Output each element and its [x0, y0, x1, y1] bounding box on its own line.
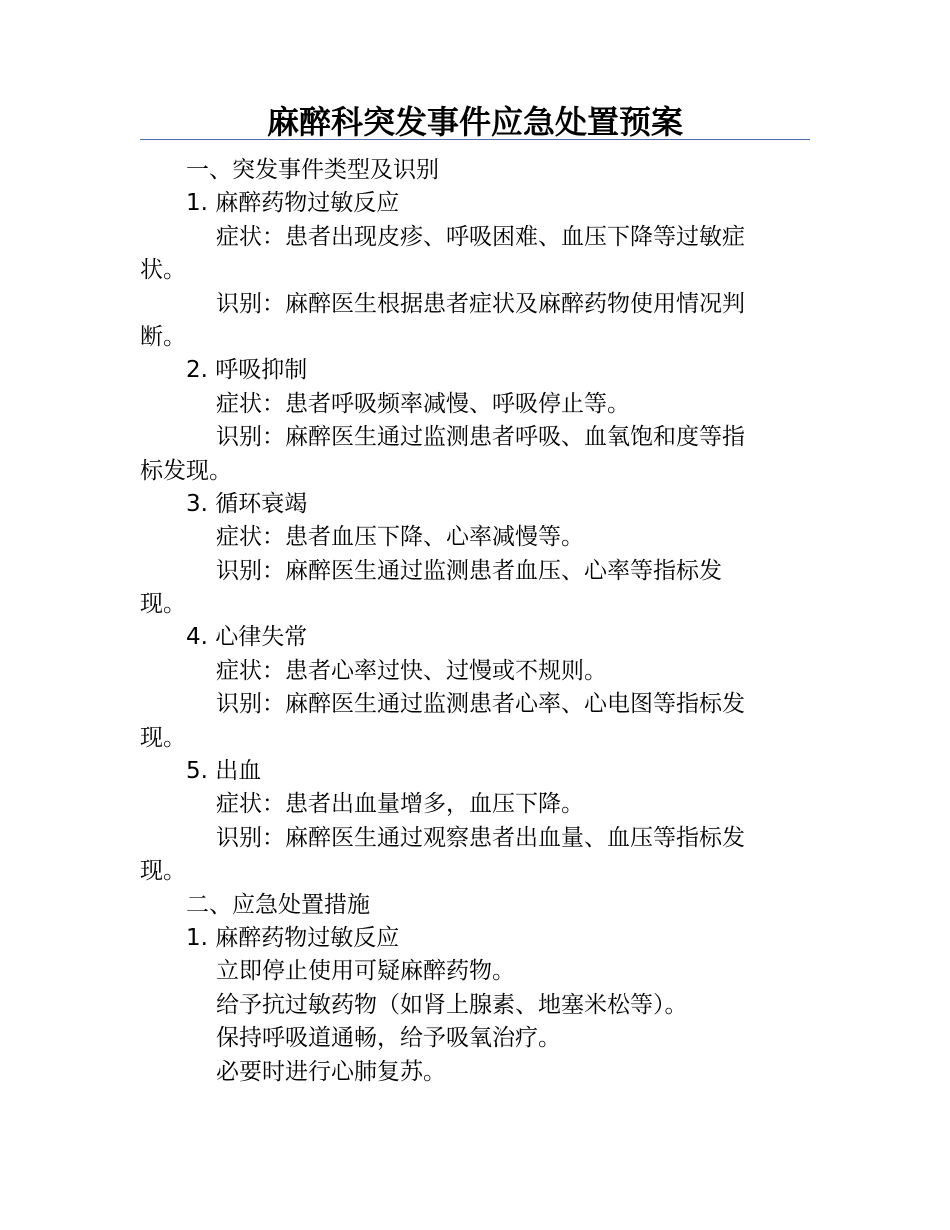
- paragraph-line: 识别：麻醉医生通过监测患者血压、心率等指标发: [216, 557, 722, 584]
- subsection-heading: 1. 麻醉药物过敏反应: [186, 190, 400, 217]
- paragraph-line: 立即停止使用可疑麻醉药物。: [216, 958, 515, 985]
- continuation-line: 现。: [140, 724, 186, 751]
- paragraph-line: 症状：患者出现皮疹、呼吸困难、血压下降等过敏症: [216, 223, 745, 250]
- continuation-line: 现。: [140, 858, 186, 885]
- paragraph-line: 识别：麻醉医生通过监测患者心率、心电图等指标发: [216, 691, 745, 718]
- paragraph-line: 症状：患者呼吸频率减慢、呼吸停止等。: [216, 390, 630, 417]
- document-title: 麻醉科突发事件应急处置预案: [266, 103, 683, 141]
- section-heading: 二、应急处置措施: [186, 891, 370, 918]
- continuation-line: 断。: [140, 323, 186, 350]
- subsection-heading: 1. 麻醉药物过敏反应: [186, 924, 400, 951]
- subsection-heading: 5. 出血: [186, 758, 262, 785]
- continuation-line: 状。: [140, 257, 186, 284]
- continuation-line: 现。: [140, 591, 186, 618]
- paragraph-line: 症状：患者出血量增多，血压下降。: [216, 791, 584, 818]
- paragraph-line: 症状：患者心率过快、过慢或不规则。: [216, 657, 607, 684]
- paragraph-line: 保持呼吸道通畅，给予吸氧治疗。: [216, 1025, 561, 1052]
- paragraph-line: 识别：麻醉医生通过监测患者呼吸、血氧饱和度等指: [216, 424, 745, 451]
- subsection-heading: 4. 心律失常: [186, 624, 308, 651]
- section-heading: 一、突发事件类型及识别: [186, 157, 439, 183]
- paragraph-line: 识别：麻醉医生通过观察患者出血量、血压等指标发: [216, 824, 745, 851]
- paragraph-line: 识别：麻醉医生根据患者症状及麻醉药物使用情况判: [216, 290, 745, 317]
- paragraph-line: 症状：患者血压下降、心率减慢等。: [216, 524, 584, 551]
- subsection-heading: 3. 循环衰竭: [186, 490, 308, 517]
- document-body: [140, 154, 800, 1089]
- subsection-heading: 2. 呼吸抑制: [186, 357, 308, 384]
- continuation-line: 标发现。: [140, 457, 232, 484]
- paragraph-line: 给予抗过敏药物（如肾上腺素、地塞米松等）。: [216, 991, 688, 1018]
- paragraph-line: 必要时进行心肺复苏。: [216, 1058, 446, 1085]
- title-underline: [140, 139, 810, 140]
